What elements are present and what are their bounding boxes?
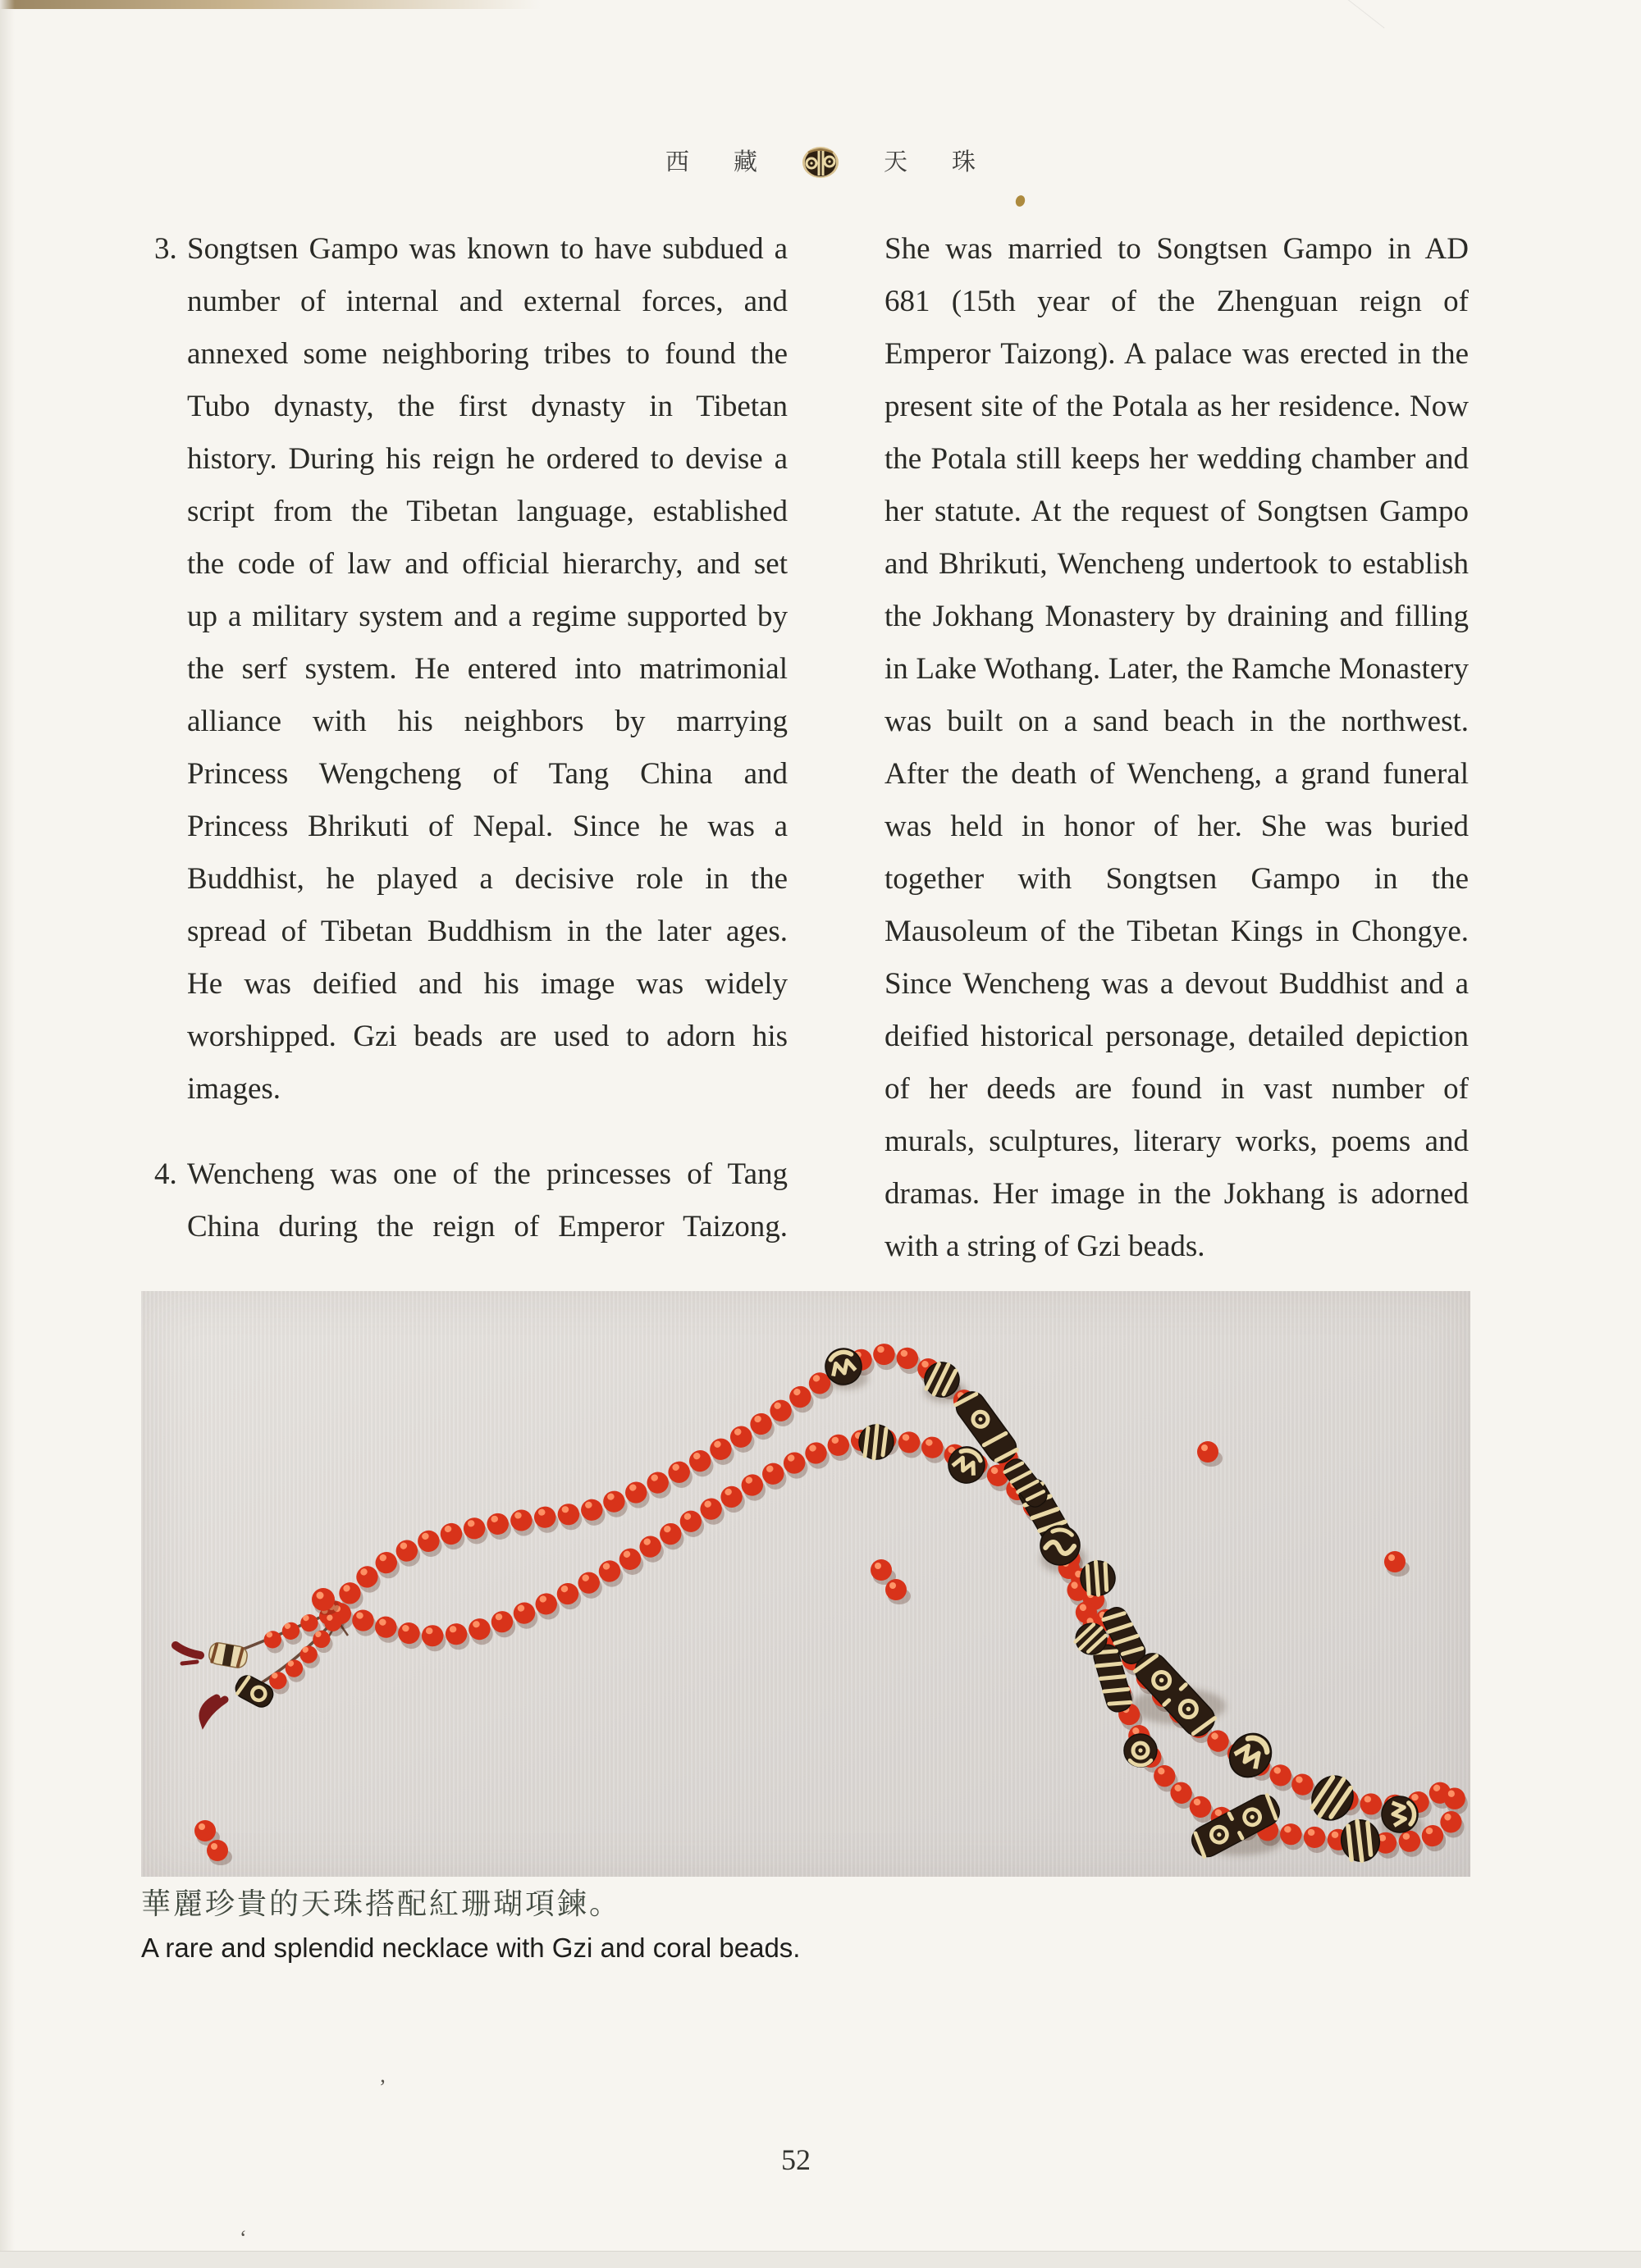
list-item-3 <box>154 223 788 1116</box>
text-line: history. During his reign he ordered to devise a <box>187 442 788 476</box>
scan-speck: ’ <box>379 2075 386 2099</box>
text-line: the code of law and official hierarchy, and set <box>187 547 788 581</box>
text-line: present site of the Potala as her residence. Now <box>884 390 1469 423</box>
necklace-illustration <box>141 1291 1470 1877</box>
text-line: Emperor Taizong). A palace was erected in the <box>884 337 1469 371</box>
scan-edge-bottom <box>0 2251 1641 2268</box>
text-line: Tubo dynasty, the first dynasty in Tibetan <box>187 390 788 423</box>
text-line: Buddhist, he played a decisive role in the <box>187 862 788 896</box>
text-line: of her deeds are found in vast number of <box>884 1072 1469 1106</box>
gzi-beads <box>208 1344 1419 1864</box>
text-line: her statute. At the request of Songtsen Gampo <box>884 495 1469 528</box>
text-line: annexed some neighboring tribes to found the <box>187 337 788 371</box>
header-char: 藏 <box>733 148 757 176</box>
necklace-photo <box>141 1291 1470 1877</box>
list-number: 4. <box>154 1157 177 1191</box>
text-line: up a military system and a regime supported by <box>187 600 788 633</box>
text-line: in Lake Wothang. Later, the Ramche Monastery <box>884 652 1469 686</box>
page-header <box>0 146 1641 179</box>
paragraph <box>187 1148 788 1253</box>
list-number: 3. <box>154 232 177 266</box>
scan-scratch <box>1342 0 1384 29</box>
scan-speck: ‘ <box>240 2226 247 2250</box>
photo-caption-chinese: 華麗珍貴的天珠搭配紅珊瑚項鍊。 <box>141 1887 622 1920</box>
photo-caption-english: A rare and splendid necklace with Gzi and coral beads. <box>141 1933 801 1963</box>
text-line: Wencheng was one of the princesses of Tang <box>187 1157 788 1191</box>
text-line: Mausoleum of the Tibetan Kings in Chongye. <box>884 915 1469 948</box>
text-line: and Bhrikuti, Wencheng undertook to establish <box>884 547 1469 581</box>
text-line: 681 (15th year of the Zhenguan reign of <box>884 285 1469 318</box>
text-line: China during the reign of Emperor Taizong. <box>187 1210 788 1244</box>
text-line: with a string of Gzi beads. <box>884 1230 1205 1263</box>
paragraph <box>187 223 788 1116</box>
text-line: Since Wencheng was a devout Buddhist and a <box>884 967 1469 1001</box>
text-line: script from the Tibetan language, established <box>187 495 788 528</box>
text-line: murals, sculptures, literary works, poems and <box>884 1125 1469 1158</box>
text-line: He was deified and his image was widely <box>187 967 788 1001</box>
text-line: alliance with his neighbors by marrying <box>187 705 788 738</box>
list-item-4 <box>154 1148 788 1253</box>
text-line: Princess Wengcheng of Tang China and <box>187 757 788 791</box>
text-line: After the death of Wencheng, a grand funeral <box>884 757 1469 791</box>
text-line: Songtsen Gampo was known to have subdued a <box>187 232 788 266</box>
text-line: the Jokhang Monastery by draining and filling <box>884 600 1469 633</box>
paragraph <box>884 223 1469 1273</box>
text-line: was held in honor of her. She was buried <box>884 810 1469 843</box>
gzi-bead-icon <box>802 146 839 179</box>
header-char: 天 <box>884 148 908 176</box>
page-number: 52 <box>781 2143 811 2176</box>
text-line: the serf system. He entered into matrimonial <box>187 652 788 686</box>
gold-dot <box>1014 194 1026 208</box>
text-line: together with Songtsen Gampo in the <box>884 862 1469 896</box>
text-line: was built on a sand beach in the northwest. <box>884 705 1469 738</box>
header-char: 西 <box>665 148 689 176</box>
scan-edge-top <box>0 0 542 9</box>
text-line: She was married to Songtsen Gampo in AD <box>884 232 1469 266</box>
text-line: number of internal and external forces, and <box>187 285 788 318</box>
text-line: worshipped. Gzi beads are used to adorn his <box>187 1020 788 1053</box>
text-line: Princess Bhrikuti of Nepal. Since he was a <box>187 810 788 843</box>
text-line: deified historical personage, detailed depiction <box>884 1020 1469 1053</box>
text-line: images. <box>187 1072 281 1106</box>
text-line: spread of Tibetan Buddhism in the later ages. <box>187 915 788 948</box>
loose-coral-beads <box>194 1441 1410 1865</box>
text-line: dramas. Her image in the Jokhang is adorned <box>884 1177 1469 1211</box>
text-column-left <box>154 223 788 1253</box>
scan-edge-left <box>0 0 15 2268</box>
text-column-right <box>884 223 1469 1273</box>
text-line: the Potala still keeps her wedding chamber and <box>884 442 1469 476</box>
header-char: 珠 <box>952 148 976 176</box>
